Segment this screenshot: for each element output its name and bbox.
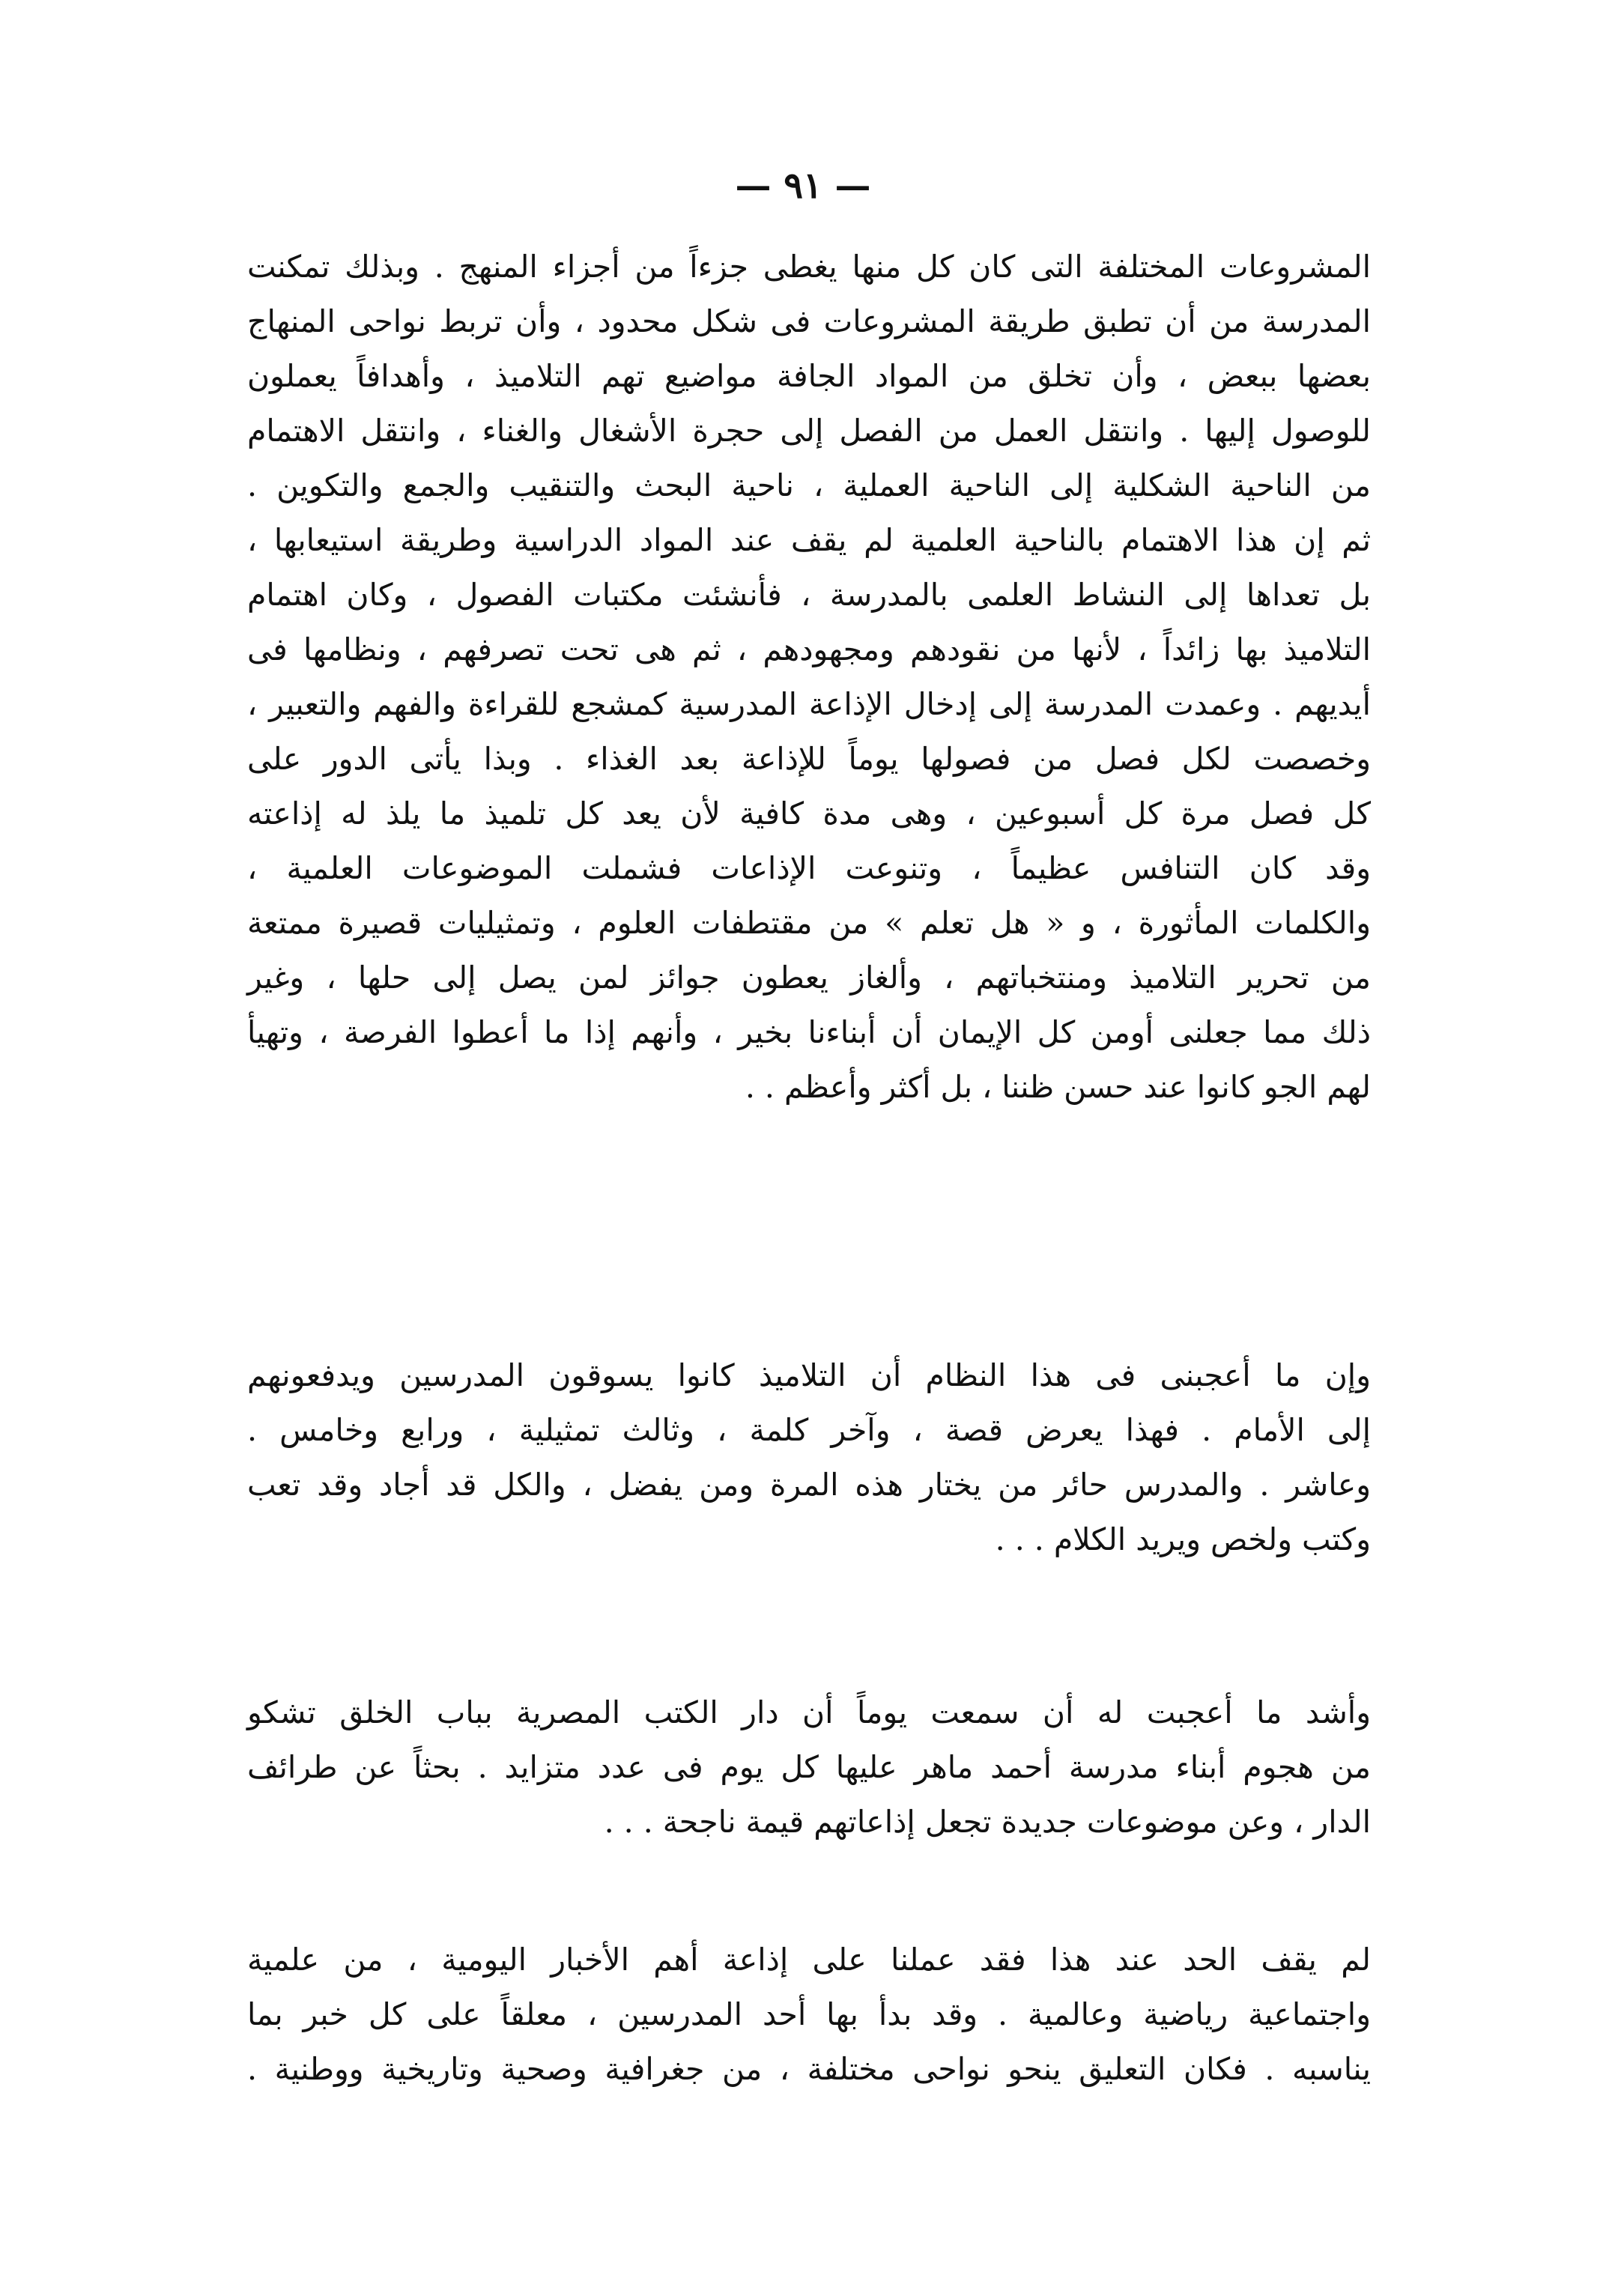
- text-line: لم يقف الحد عند هذا فقد عملنا على إذاعة أهم الأخبار اليومية ، من علمية: [247, 1942, 1371, 1978]
- text-line: لهم الجو كانوا عند حسن ظننا ، بل أكثر وأعظم . .: [745, 1069, 1371, 1105]
- text-line: المدرسة من أن تطبق طريقة المشروعات فى شكل محدود ، وأن تربط نواحى المنهاج: [247, 303, 1371, 339]
- text-line: وعاشر . والمدرس حائر من يختار هذه المرة ومن يفضل ، والكل قد أجاد وقد تعب: [247, 1467, 1371, 1503]
- paragraph-3: [247, 1685, 1371, 1850]
- text-line: وخصصت لكل فصل من فصولها يوماً للإذاعة بعد الغذاء . وبذا يأتى الدور على: [247, 741, 1371, 777]
- text-line: والكلمات المأثورة ، و « هل تعلم » من مقتطفات العلوم ، وتمثيليات قصيرة ممتعة: [247, 905, 1371, 941]
- text-line: ثم إن هذا الاهتمام بالناحية العلمية لم يقف عند المواد الدراسية وطريقة استيعابها ،: [247, 522, 1371, 558]
- text-line: المشروعات المختلفة التى كان كل منها يغطى جزءاً من أجزاء المنهج . وبذلك تمكنت: [247, 249, 1371, 285]
- text-line: كل فصل مرة كل أسبوعين ، وهى مدة كافية لأن يعد كل تلميذ ما يلذ له إذاعته: [247, 796, 1371, 832]
- text-line: وقد كان التنافس عظيماً ، وتنوعت الإذاعات فشملت الموضوعات العلمية ،: [247, 850, 1371, 886]
- text-line: يناسبه . فكان التعليق ينحو نواحى مختلفة ، من جغرافية وصحية وتاريخية ووطنية .: [247, 2051, 1371, 2087]
- paragraph-1: [247, 240, 1371, 1115]
- text-line: ذلك مما جعلنى أومن كل الإيمان أن أبناءنا بخير ، وأنهم إذا ما أعطوا الفرصة ، وتهيأ: [247, 1014, 1371, 1050]
- text-line: وأشد ما أعجبت له أن سمعت يوماً أن دار الكتب المصرية بباب الخلق تشكو: [247, 1694, 1371, 1730]
- paragraph-4: [247, 1933, 1371, 2097]
- text-line: وكتب ولخص ويريد الكلام . . .: [995, 1521, 1371, 1557]
- text-line: من تحرير التلاميذ ومنتخباتهم ، وألغاز يعطون جوائز لمن يصل إلى حلها ، وغير: [247, 960, 1371, 996]
- text-line: واجتماعية رياضية وعالمية . وقد بدأ بها أحد المدرسين ، معلقاً على كل خبر بما: [247, 1996, 1371, 2032]
- page-number: — ٩١ —: [735, 165, 871, 207]
- text-line: من هجوم أبناء مدرسة أحمد ماهر عليها كل يوم فى عدد متزايد . بحثاً عن طرائف: [247, 1749, 1371, 1785]
- text-line: إلى الأمام . فهذا يعرض قصة ، وآخر كلمة ، وثالث تمثيلية ، ورابع وخامس .: [247, 1412, 1371, 1448]
- text-line: بل تعداها إلى النشاط العلمى بالمدرسة ، فأنشئت مكتبات الفصول ، وكان اهتمام: [247, 577, 1371, 613]
- text-line: من الناحية الشكلية إلى الناحية العملية ، ناحية البحث والتنقيب والجمع والتكوين .: [247, 467, 1371, 503]
- text-line: التلاميذ بها زائداً ، لأنها من نقودهم ومجهودهم ، ثم هى تحت تصرفهم ، ونظامها فى: [247, 631, 1371, 667]
- paragraph-2: [247, 1348, 1371, 1567]
- text-line: أيديهم . وعمدت المدرسة إلى إدخال الإذاعة المدرسية كمشجع للقراءة والفهم والتعبير ،: [247, 686, 1371, 722]
- text-line: الدار ، وعن موضوعات جديدة تجعل إذاعاتهم قيمة ناجحة . . .: [604, 1804, 1371, 1840]
- text-line: للوصول إليها . وانتقل العمل من الفصل إلى حجرة الأشغال والغناء ، وانتقل الاهتمام: [247, 413, 1371, 449]
- text-line: وإن ما أعجبنى فى هذا النظام أن التلاميذ كانوا يسوقون المدرسين ويدفعونهم: [247, 1357, 1371, 1393]
- text-line: بعضها ببعض ، وأن تخلق من المواد الجافة مواضيع تهم التلاميذ ، وأهدافاً يعملون: [247, 358, 1371, 394]
